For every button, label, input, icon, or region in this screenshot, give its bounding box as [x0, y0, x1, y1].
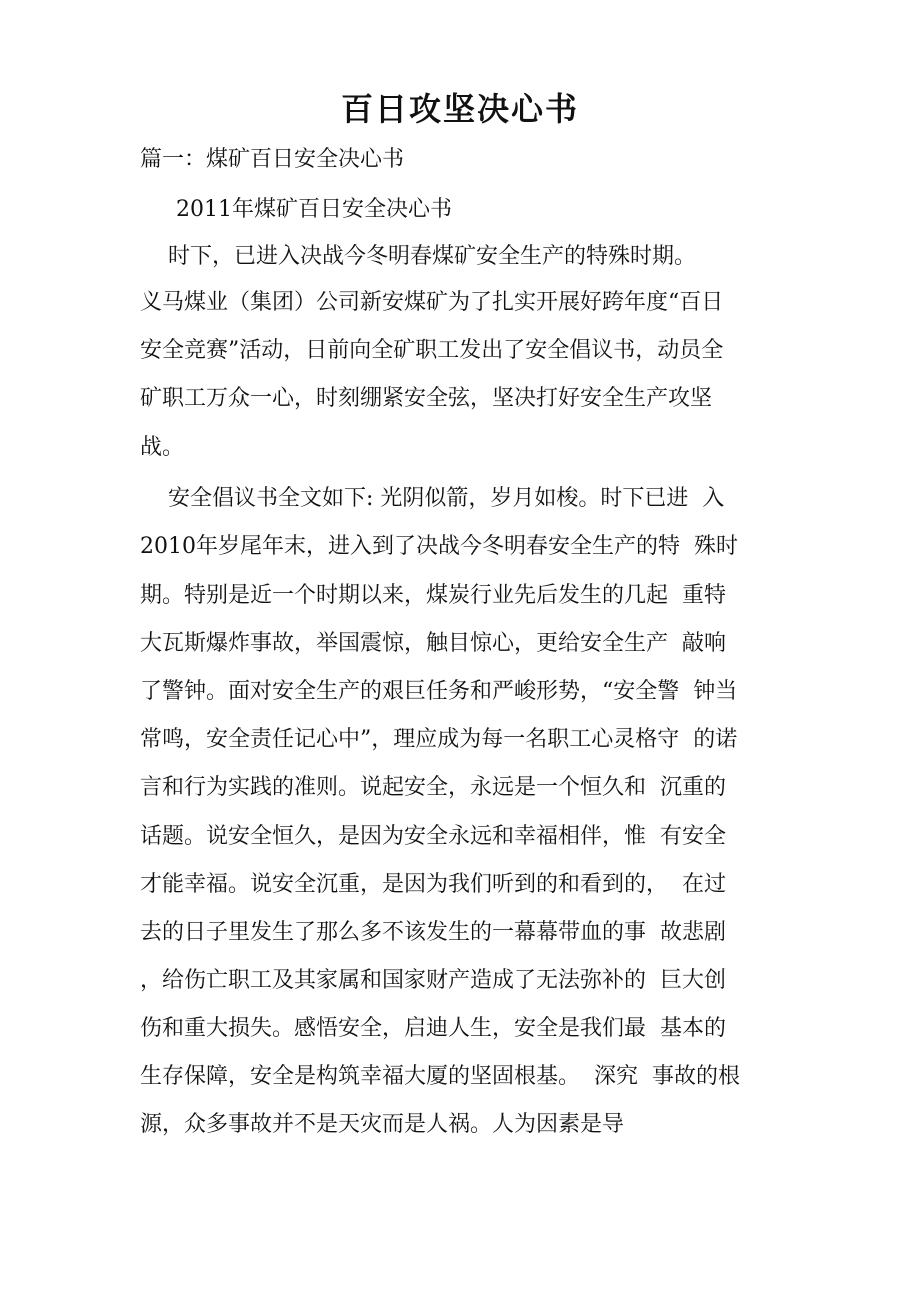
document-title: 百日攻坚决心书 [340, 90, 579, 128]
text-line: 矿职工万众一心，时刻绷紧安全弦，坚决打好安全生产攻坚 [140, 386, 713, 411]
text-line: 生存保障，安全是构筑幸福大厦的坚固根基。 深究 事故的根 [140, 1064, 740, 1089]
text-line: 伤和重大损失。感悟安全，启迪人生，安全是我们最 基本的 [140, 1016, 726, 1041]
document-subtitle: 2011年煤矿百日安全决心书 [176, 197, 452, 222]
text-line: 话题。说安全恒久，是因为安全永远和幸福相伴，惟 有安全 [140, 824, 726, 849]
text-line: 安全倡议书全文如下: 光阴似箭，岁月如梭。时下已进 入 [140, 486, 725, 511]
text-line: 安全竞赛”活动，日前向全矿职工发出了安全倡议书，动员全 [140, 338, 724, 363]
text-line: 去的日子里发生了那么多不该发生的一幕幕带血的事 故悲剧 [140, 920, 726, 945]
text-line: 言和行为实践的准则。说起安全，永远是一个恒久和 沉重的 [140, 775, 726, 800]
text-line: 战。 [140, 435, 185, 460]
text-line: ，给伤亡职工及其家属和国家财产造成了无法弥补的 巨大创 [140, 968, 726, 993]
text-line: 大瓦斯爆炸事故，举国震惊，触目惊心，更给安全生产 敲响 [140, 631, 726, 656]
text-line: 时下，已进入决战今冬明春煤矿安全生产的特殊时期。 [140, 244, 696, 269]
text-line: 了警钟。面对安全生产的艰巨任务和严峻形势，“安全警 钟当 [140, 679, 738, 704]
text-line: 2010年岁尾年末，进入到了决战今冬明春安全生产的特 殊时 [140, 534, 738, 559]
text-line: 义马煤业（集团）公司新安煤矿为了扎实开展好跨年度“百日 [140, 290, 724, 315]
text-line: 才能幸福。说安全沉重，是因为我们听到的和看到的， 在过 [140, 872, 726, 897]
text-line: 源，众多事故并不是天灾而是人祸。人为因素是导 [140, 1112, 625, 1137]
text-line: 常鸣，安全责任记心中”，理应成为每一名职工心灵格守 的诺 [140, 727, 738, 752]
section-heading: 篇一：煤矿百日安全决心书 [140, 147, 405, 172]
text-line: 期。特别是近一个时期以来，煤炭行业先后发生的几起 重特 [140, 583, 726, 608]
